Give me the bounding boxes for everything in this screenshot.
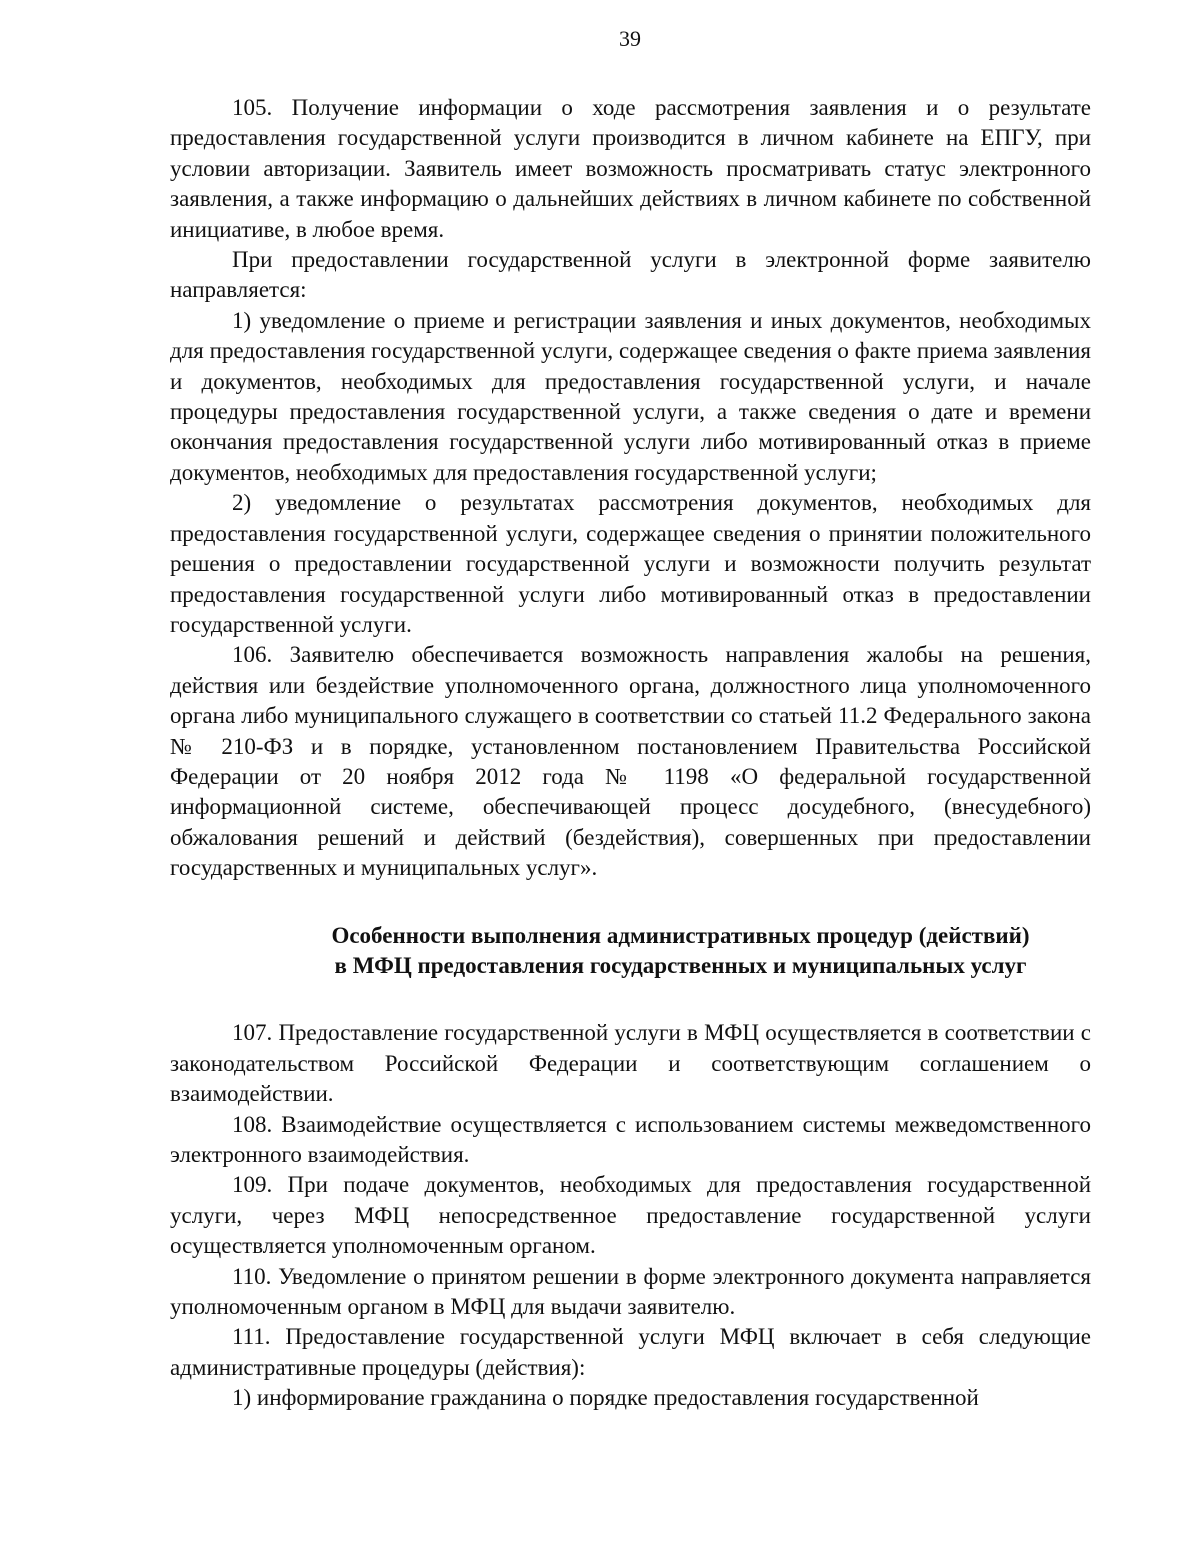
paragraph-111-item-1: 1) информирование гражданина о порядке предоставления государственной [232, 1385, 979, 1411]
paragraph-106: 106. Заявителю обеспечивается возможность направления жалобы на решения, действия или бездействие уполномоченного органа, должностного лица уполномоченного органа либо муниципального служащего в соответствии со статьей 11.2 Федерального закона № 210-ФЗ и в порядке, установленном постановлением Правительства Российской Федерации от 20 ноября 2012 года № 1198 «О федеральной государственной информационной системе, обеспечивающей процесс досудебного, (внесудебного) обжалования решений и действий (бездействия), совершенных при предоставлении государственных и муниципальных услуг». [170, 642, 1091, 881]
document-body [170, 93, 1091, 1414]
paragraph-107: 107. Предоставление государственной услуги в МФЦ осуществляется в соответствии с законодательством Российской Федерации и соответствующим соглашением о взаимодействии. [170, 1020, 1091, 1107]
section-heading [170, 921, 1091, 982]
page-number: 39 [619, 26, 641, 51]
paragraph-109: 109. При подаче документов, необходимых для предоставления государственной услуги, через МФЦ непосредственное предоставление государственной услуги осуществляется уполномоченным органом. [170, 1172, 1091, 1259]
paragraph-110: 110. Уведомление о принятом решении в форме электронного документа направляется уполномоченным органом в МФЦ для выдачи заявителю. [170, 1263, 1091, 1320]
paragraph-105: 105. Получение информации о ходе рассмотрения заявления и о результате предоставления государственной услуги производится в личном кабинете на ЕПГУ, при условии авторизации. Заявитель имеет возможность просматривать статус электронного заявления, а также информацию о дальнейших действиях в личном кабинете по собственной инициативе, в любое время. [170, 95, 1091, 242]
paragraph-111: 111. Предоставление государственной услуги МФЦ включает в себя следующие административные процедуры (действия): [170, 1324, 1091, 1380]
paragraph-notice-1: 1) уведомление о приеме и регистрации заявления и иных документов, необходимых для предоставления государственной услуги, содержащее сведения о факте приема заявления и документов, необходимых для предоставления государственной услуги, и начале процедуры предоставления государственной услуги, а также сведения о дате и времени окончания предоставления государственной услуги либо мотивированный отказ в приеме документов, необходимых для предоставления государственной услуги; [170, 307, 1091, 485]
section-heading-line-1: Особенности выполнения административных процедур (действий) [331, 922, 1030, 948]
paragraph-electronic-form: При предоставлении государственной услуги в электронной форме заявителю направляется: [170, 247, 1091, 303]
paragraph-notice-2: 2) уведомление о результатах рассмотрения документов, необходимых для предоставления государственной услуги, содержащее сведения о принятии положительного решения о предоставлении государственной услуги и возможности получить результат предоставления государственной услуги либо мотивированный отказ в предоставлении государственной услуги. [170, 490, 1091, 637]
section-heading-line-2: в МФЦ предоставления государственных и муниципальных услуг [334, 952, 1027, 978]
paragraph-108: 108. Взаимодействие осуществляется с использованием системы межведомственного электронного взаимодействия. [170, 1111, 1091, 1167]
